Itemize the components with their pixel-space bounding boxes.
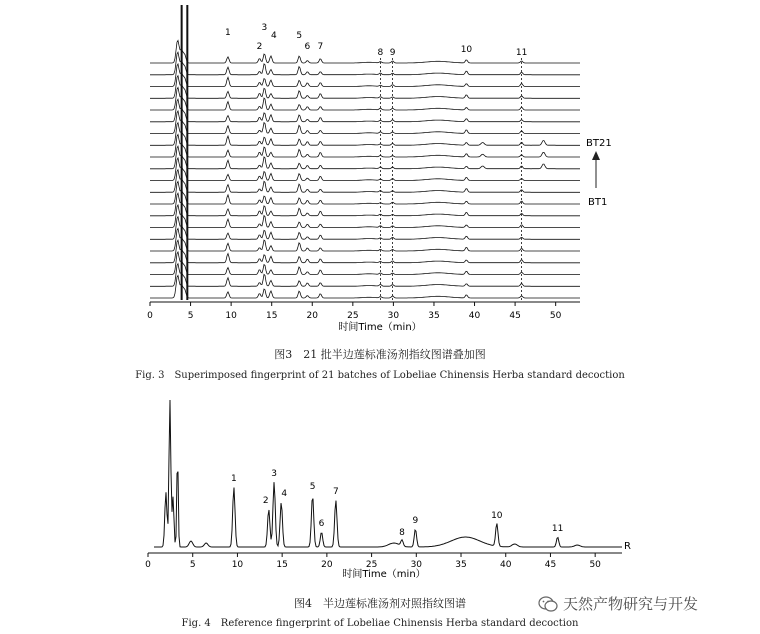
peak-label: 5 bbox=[296, 31, 303, 41]
x-tick-label: 20 bbox=[321, 560, 333, 570]
peak-label: 11 bbox=[551, 524, 564, 534]
peak-label: 3 bbox=[271, 469, 277, 479]
chromatogram-trace bbox=[150, 229, 580, 252]
peak-label: 8 bbox=[377, 48, 384, 58]
peak-label: 6 bbox=[304, 42, 311, 52]
chromatogram-trace bbox=[150, 193, 580, 216]
x-tick-label: 40 bbox=[500, 560, 512, 570]
watermark-text: 天然产物研究与开发 bbox=[563, 595, 699, 613]
chromatogram-trace bbox=[150, 205, 580, 228]
x-tick-label: 0 bbox=[145, 560, 151, 570]
peak-label: 1 bbox=[225, 28, 231, 38]
x-tick-label: 30 bbox=[410, 560, 423, 570]
figure4-chart bbox=[0, 395, 760, 580]
figure3-x-axis-label: 时间Time（min） bbox=[338, 322, 422, 333]
peak-label: 6 bbox=[318, 519, 325, 529]
x-tick-label: 0 bbox=[147, 311, 153, 321]
label-bt21: BT21 bbox=[586, 138, 612, 149]
peak-label: 8 bbox=[399, 528, 405, 538]
x-tick-label: 5 bbox=[187, 311, 194, 321]
figure3-x-axis bbox=[147, 302, 580, 321]
chromatogram-trace bbox=[150, 217, 580, 240]
chromatogram-trace bbox=[150, 252, 580, 275]
peak-label: 9 bbox=[389, 48, 396, 58]
chromatogram-trace bbox=[150, 264, 580, 287]
peak-label: 10 bbox=[491, 511, 503, 521]
x-tick-label: 10 bbox=[225, 311, 237, 321]
figure3-caption-en: Fig. 3 Superimposed fingerprint of 21 batches of Lobeliae Chinensis Herba standard decoction bbox=[135, 370, 625, 381]
peak-label: 7 bbox=[317, 42, 324, 52]
chromatogram-trace bbox=[150, 240, 580, 263]
peak-label: 5 bbox=[309, 482, 316, 492]
peak-label: 10 bbox=[460, 45, 473, 55]
label-bt1: BT1 bbox=[588, 197, 608, 208]
x-tick-label: 15 bbox=[276, 560, 288, 570]
peak-label: 9 bbox=[412, 516, 419, 526]
watermark bbox=[538, 593, 698, 614]
chromatogram-trace bbox=[150, 99, 580, 122]
chromatogram-trace bbox=[150, 135, 580, 158]
chromatogram-trace bbox=[150, 146, 580, 169]
wechat-icon bbox=[538, 595, 558, 613]
x-tick-label: 45 bbox=[509, 311, 521, 321]
peak-label: 4 bbox=[281, 489, 288, 499]
chromatogram-trace bbox=[150, 182, 580, 205]
peak-label: 2 bbox=[262, 496, 269, 506]
x-tick-label: 35 bbox=[455, 560, 467, 570]
x-tick-label: 30 bbox=[387, 311, 400, 321]
trace-label-r: R bbox=[624, 541, 631, 552]
x-tick-label: 45 bbox=[544, 560, 557, 570]
peak-label: 4 bbox=[271, 31, 277, 41]
peak-label: 7 bbox=[332, 487, 339, 497]
figure4-x-axis bbox=[145, 553, 622, 570]
x-tick-label: 25 bbox=[347, 311, 359, 321]
chromatogram-trace bbox=[150, 64, 580, 87]
x-tick-label: 50 bbox=[589, 560, 601, 570]
x-tick-label: 5 bbox=[189, 560, 196, 570]
x-tick-label: 25 bbox=[365, 560, 378, 570]
chromatogram-trace bbox=[150, 170, 580, 193]
x-tick-label: 10 bbox=[231, 560, 244, 570]
chromatogram-trace bbox=[150, 88, 580, 111]
x-tick-label: 35 bbox=[428, 311, 440, 321]
x-tick-label: 40 bbox=[468, 311, 481, 321]
figure4-x-axis-label: 时间Time（min） bbox=[342, 569, 426, 580]
figure4-caption-en: Fig. 4 Reference fingerprint of Lobeliae Chinensis Herba standard decoction bbox=[181, 618, 579, 629]
peak-label: 2 bbox=[256, 42, 263, 52]
figure4-caption-cn: 图4 半边莲标准汤剂对照指纹图谱 bbox=[294, 597, 466, 610]
x-tick-label: 15 bbox=[265, 311, 278, 321]
batch-range-indicator bbox=[586, 138, 612, 208]
chromatogram-trace bbox=[150, 76, 580, 99]
chromatogram-trace bbox=[150, 123, 580, 146]
figure3-caption-cn: 图3 21 批半边莲标准汤剂指纹图谱叠加图 bbox=[274, 348, 486, 361]
peak-label: 1 bbox=[230, 474, 237, 484]
arrow-head-icon bbox=[592, 151, 600, 160]
chromatogram-trace bbox=[150, 158, 580, 181]
peak-label: 3 bbox=[261, 23, 268, 33]
peak-label: 11 bbox=[515, 48, 528, 58]
figure3-peak-labels bbox=[225, 23, 527, 58]
chromatogram-trace bbox=[150, 276, 580, 299]
chromatogram-trace bbox=[150, 111, 580, 134]
x-tick-label: 50 bbox=[549, 311, 562, 321]
x-tick-label: 20 bbox=[306, 311, 318, 321]
